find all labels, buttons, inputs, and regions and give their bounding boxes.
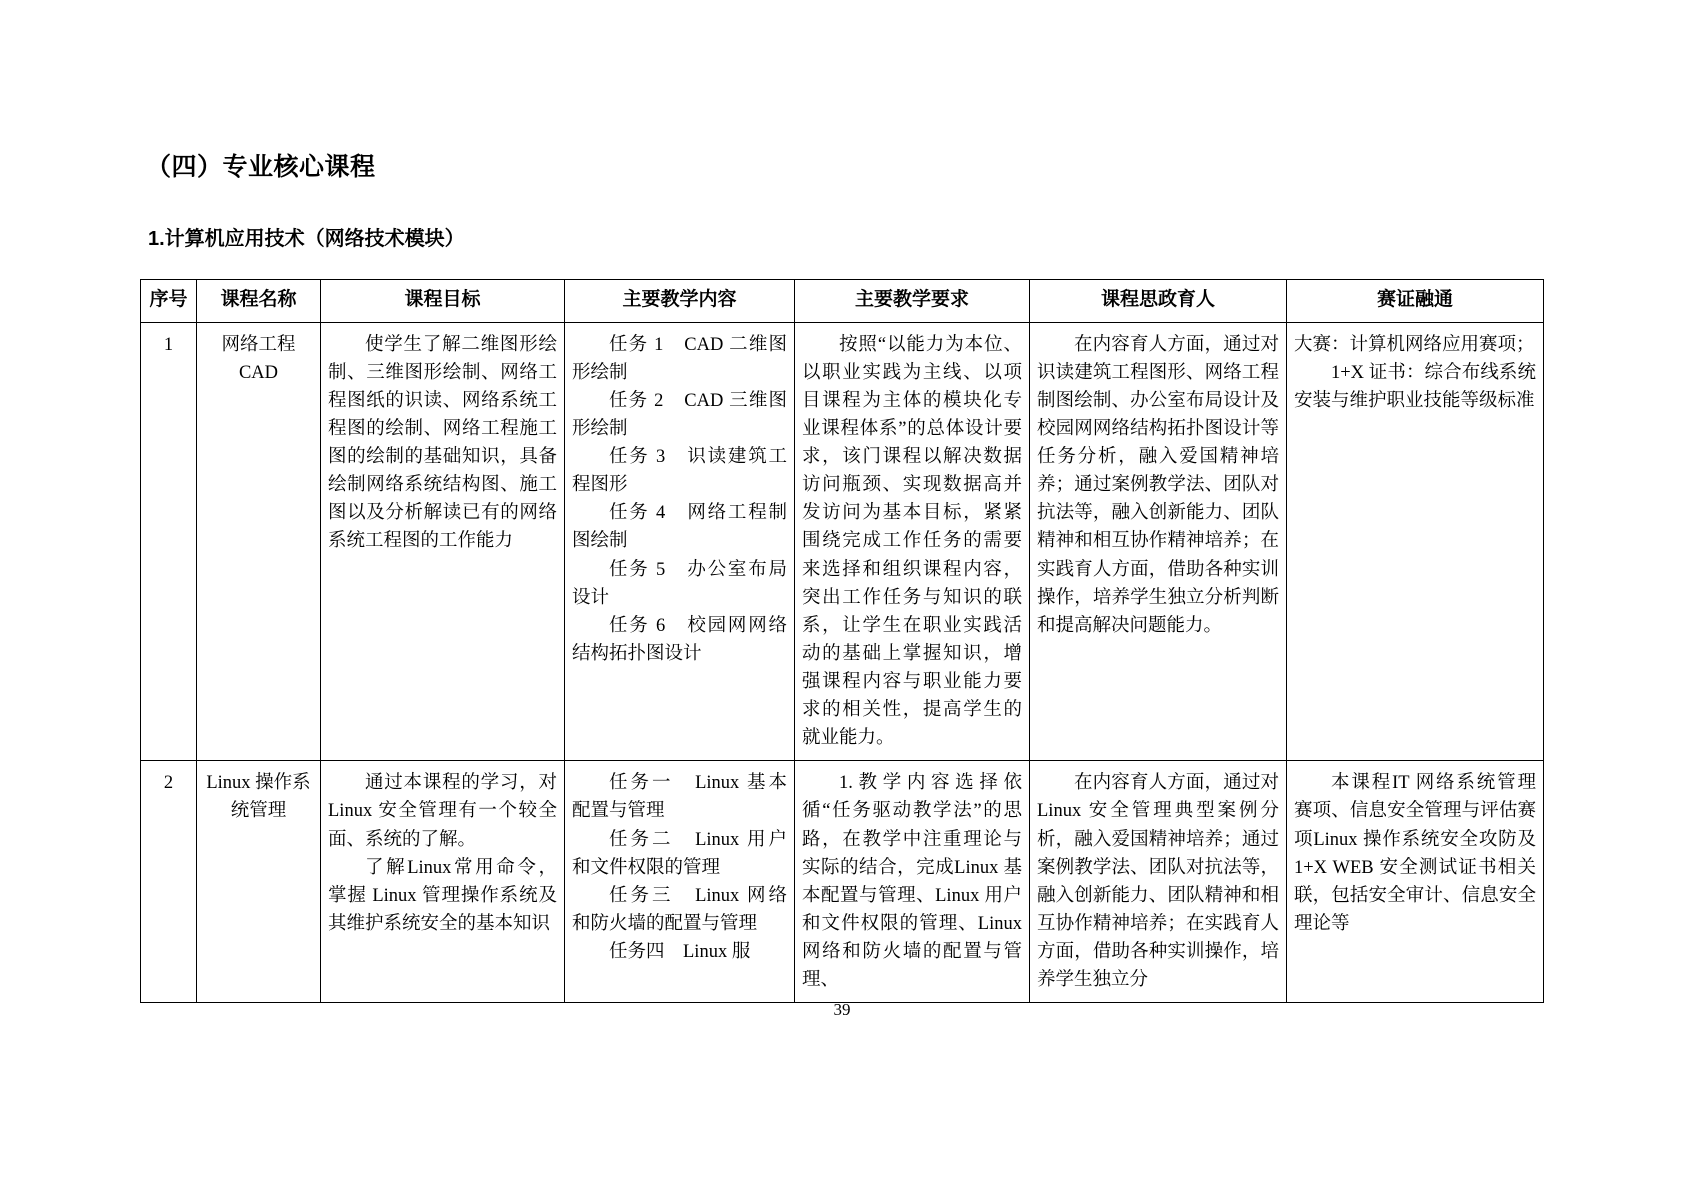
page-title: （四）专业核心课程: [146, 153, 376, 181]
cell-no: [141, 761, 197, 1003]
column-header-certification: 赛证融通: [1287, 280, 1544, 323]
content-item: 任务 4 网络工程制图绘制: [572, 503, 787, 552]
content-item: 任务 6 校园网网络结构拓扑图设计: [572, 615, 787, 664]
content-item: 任务 1 CAD 二维图形绘制: [572, 334, 787, 383]
course-goal-2: [321, 761, 564, 946]
cell-course-goal: [321, 761, 565, 1003]
content-item: 任务 5 办公室布局设计: [572, 559, 787, 608]
content-item: 任务三 Linux 网络和防火墙的配置与管理: [572, 885, 787, 934]
column-header-content: 主要教学内容: [565, 280, 795, 323]
row-no-2: 2: [163, 773, 174, 794]
course-name-1: 网络工程CAD: [221, 334, 296, 383]
cell-course-name: [197, 322, 321, 761]
cell-course-goal: [321, 322, 565, 761]
content-item: 任务一 Linux 基本配置与管理: [572, 773, 787, 822]
cell-course-certification: [1287, 322, 1544, 761]
column-header-requirement: 主要教学要求: [795, 280, 1030, 323]
subsection-title: 1.计算机应用技术（网络技术模块）: [148, 228, 465, 250]
cell-course-requirement: [795, 761, 1030, 1003]
cell-no: [141, 322, 197, 761]
goal-paragraph: 了解Linux常用命令，掌握 Linux 管理操作系统及其维护系统安全的基本知识: [328, 857, 557, 934]
cell-course-requirement: [795, 322, 1030, 761]
course-goal-1: 使学生了解二维图形绘制、三维图形绘制、网络工程图纸的识读、网络系统工程图的绘制、网络工程施工图的绘制的基础知识，具备绘制网络系统结构图、施工图以及分析解读已有的网络系统工程图的工作能力: [328, 334, 557, 552]
certification-item: 大赛：计算机网络应用赛项；: [1294, 334, 1535, 355]
course-ideology-2: 在内容育人方面，通过对 Linux 安全管理典型案例分析，融入爱国精神培养；通过案例教学法、团队对抗法等，融入创新能力、团队精神和相互协作精神培养；在实践育人方面，借助各种实训操作，培养学生独立分: [1037, 773, 1279, 991]
content-item: 任务 3 识读建筑工程图形: [572, 447, 787, 496]
course-name-2: Linux 操作系统管理: [206, 773, 311, 822]
column-header-goal: 课程目标: [321, 280, 565, 323]
page-number: 39: [833, 1000, 851, 1019]
table-row: [141, 761, 1544, 1003]
course-certification-1: [1287, 323, 1543, 423]
course-ideology-1: 在内容育人方面，通过对识读建筑工程图形、网络工程制图绘制、办公室布局设计及校园网网络结构拓扑图设计等任务分析，融入爱国精神培养；通过案例教学法、团队对抗法等，融入创新能力、团队精神和相互协作精神培养；在实践育人方面，借助各种实训操作，培养学生独立分析判断和提高解决问题能力。: [1037, 334, 1279, 636]
goal-paragraph: 通过本课程的学习，对 Linux 安全管理有一个较全面、系统的了解。: [328, 773, 557, 850]
content-item: 任务 2 CAD 三维图形绘制: [572, 390, 787, 440]
course-content-1: [565, 323, 794, 676]
column-header-name: 课程名称: [197, 280, 321, 323]
column-header-ideology: 课程思政育人: [1030, 280, 1287, 323]
core-course-table: [140, 279, 1544, 1003]
cell-course-ideology: [1030, 322, 1287, 761]
table-row: [141, 322, 1544, 761]
column-header-no: 序号: [141, 280, 197, 323]
content-item: 任务二 Linux 用户和文件权限的管理: [572, 829, 787, 878]
content-item: 任务四 Linux 服: [609, 941, 751, 962]
cell-course-content: [565, 322, 795, 761]
certification-item: 1+X 证书：综合布线系统安装与维护职业技能等级标准: [1294, 362, 1536, 411]
cell-course-certification: [1287, 761, 1544, 1003]
table-header-row: [141, 280, 1544, 323]
cell-course-name: [197, 761, 321, 1003]
cell-course-content: [565, 761, 795, 1003]
course-certification-2: 本课程IT 网络系统管理赛项、信息安全管理与评估赛项Linux 操作系统安全攻防及1+X WEB 安全测试证书相关联，包括安全审计、信息安全理论等: [1294, 773, 1536, 934]
cell-course-ideology: [1030, 761, 1287, 1003]
course-requirement-2: 1.教学内容选择依循“任务驱动教学法”的思路，在教学中注重理论与实际的结合，完成Linux 基本配置与管理、Linux 用户和文件权限的管理、Linux 网络和防火墙的配置与管理、: [802, 773, 1022, 991]
course-requirement-1: 按照“以能力为本位、以职业实践为主线、以项目课程为主体的模块化专业课程体系”的总体设计要求，该门课程以解决数据访问瓶颈、实现数据高并发访问为基本目标，紧紧围绕完成工作任务的需要来选择和组织课程内容，突出工作任务与知识的联系，让学生在职业实践活动的基础上掌握知识，增强课程内容与职业能力要求的相关性，提高学生的就业能力。: [802, 334, 1022, 749]
course-content-2: [565, 761, 794, 974]
row-no-1: 1: [163, 334, 174, 355]
